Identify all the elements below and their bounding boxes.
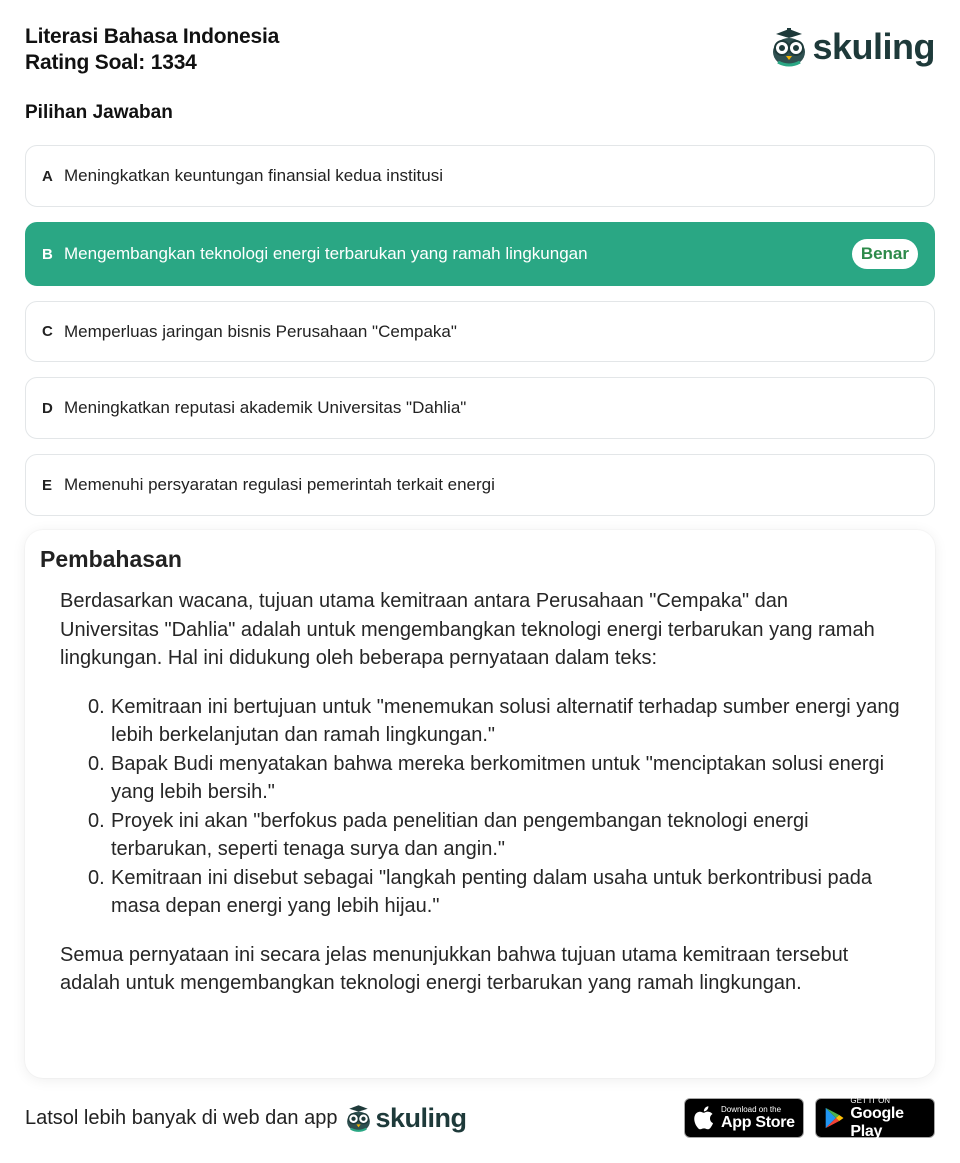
list-text: Proyek ini akan "berfokus pada penelitian dan pengembangan teknologi energi terbarukan, seperti tenaga surya dan angin." <box>111 809 809 860</box>
explanation-intro: Berdasarkan wacana, tujuan utama kemitraan antara Perusahaan "Cempaka" dan Universitas "Dahlia" adalah untuk mengembangkan teknologi energi terbarukan yang ramah lingkungan. Hal ini didukung oleh beberapa pernyataan dalam teks: <box>60 590 875 669</box>
logo-wordmark: skuling <box>812 26 935 67</box>
google-play-button[interactable] <box>815 1095 935 1140</box>
option-letter: C <box>42 323 53 340</box>
option-letter: E <box>42 476 53 494</box>
option-letter: B <box>42 245 53 263</box>
option-letter: D <box>42 399 53 417</box>
list-number: 0. <box>88 866 105 889</box>
option-text: Memperluas jaringan bisnis Perusahaan "Cempaka" <box>64 321 457 341</box>
owl-mascot-icon <box>345 1103 372 1133</box>
answer-choices-heading: Pilihan Jawaban <box>25 102 173 123</box>
google-play-caption: GET IT ON <box>850 1095 891 1105</box>
correct-badge: Benar <box>852 239 918 269</box>
app-store-caption: Download on the <box>721 1104 782 1114</box>
logo-wordmark: skuling <box>375 1103 467 1133</box>
list-text: Kemitraan ini disebut sebagai "langkah penting dalam usaha untuk berkontribusi pada masa depan energi yang lebih hijau." <box>111 866 872 917</box>
option-d[interactable] <box>25 377 935 439</box>
option-letter: A <box>42 167 53 185</box>
skuling-logo[interactable] <box>770 26 935 68</box>
list-text: Bapak Budi menyatakan bahwa mereka berkomitmen untuk "menciptakan solusi energi yang lebih bersih." <box>111 752 885 803</box>
list-text: Kemitraan ini bertujuan untuk "menemukan solusi alternatif terhadap sumber energi yang lebih berkelanjutan dan ramah lingkungan." <box>111 695 900 746</box>
list-number: 0. <box>88 752 105 775</box>
footer-skuling-logo[interactable] <box>345 1103 466 1133</box>
footer-cta-text: Latsol lebih banyak di web dan app <box>25 1106 338 1129</box>
option-c[interactable] <box>25 301 935 362</box>
page-title: Literasi Bahasa Indonesia <box>25 25 280 48</box>
explanation-heading: Pembahasan <box>40 546 182 572</box>
option-a[interactable] <box>25 145 935 207</box>
list-item <box>88 693 900 750</box>
rating-label: Rating Soal: 1334 <box>25 51 197 74</box>
page-footer <box>25 1095 935 1140</box>
list-number: 0. <box>88 809 105 832</box>
explanation-points <box>40 693 920 921</box>
store-badges <box>684 1095 935 1140</box>
owl-mascot-icon <box>770 26 808 68</box>
app-store-label: App Store <box>721 1113 795 1131</box>
list-item <box>88 750 900 807</box>
option-e[interactable] <box>25 454 935 516</box>
option-text: Meningkatkan reputasi akademik Universitas "Dahlia" <box>64 398 467 417</box>
option-b-correct[interactable] <box>25 222 935 286</box>
option-text: Mengembangkan teknologi energi terbarukan yang ramah lingkungan <box>64 244 588 263</box>
app-store-button[interactable] <box>684 1098 804 1138</box>
list-number: 0. <box>88 695 105 718</box>
explanation-card <box>25 530 935 1078</box>
explanation-conclusion: Semua pernyataan ini secara jelas menunjukkan bahwa tujuan utama kemitraan tersebut adalah untuk mengembangkan teknologi energi terbarukan yang ramah lingkungan. <box>60 943 849 994</box>
option-text: Memenuhi persyaratan regulasi pemerintah terkait energi <box>64 475 495 494</box>
list-item <box>88 807 900 864</box>
apple-icon <box>693 1105 715 1131</box>
google-play-icon <box>824 1105 844 1131</box>
list-item <box>88 864 900 921</box>
google-play-label: Google Play <box>850 1104 904 1140</box>
option-text: Meningkatkan keuntungan finansial kedua institusi <box>64 166 443 185</box>
page-header <box>25 24 935 84</box>
